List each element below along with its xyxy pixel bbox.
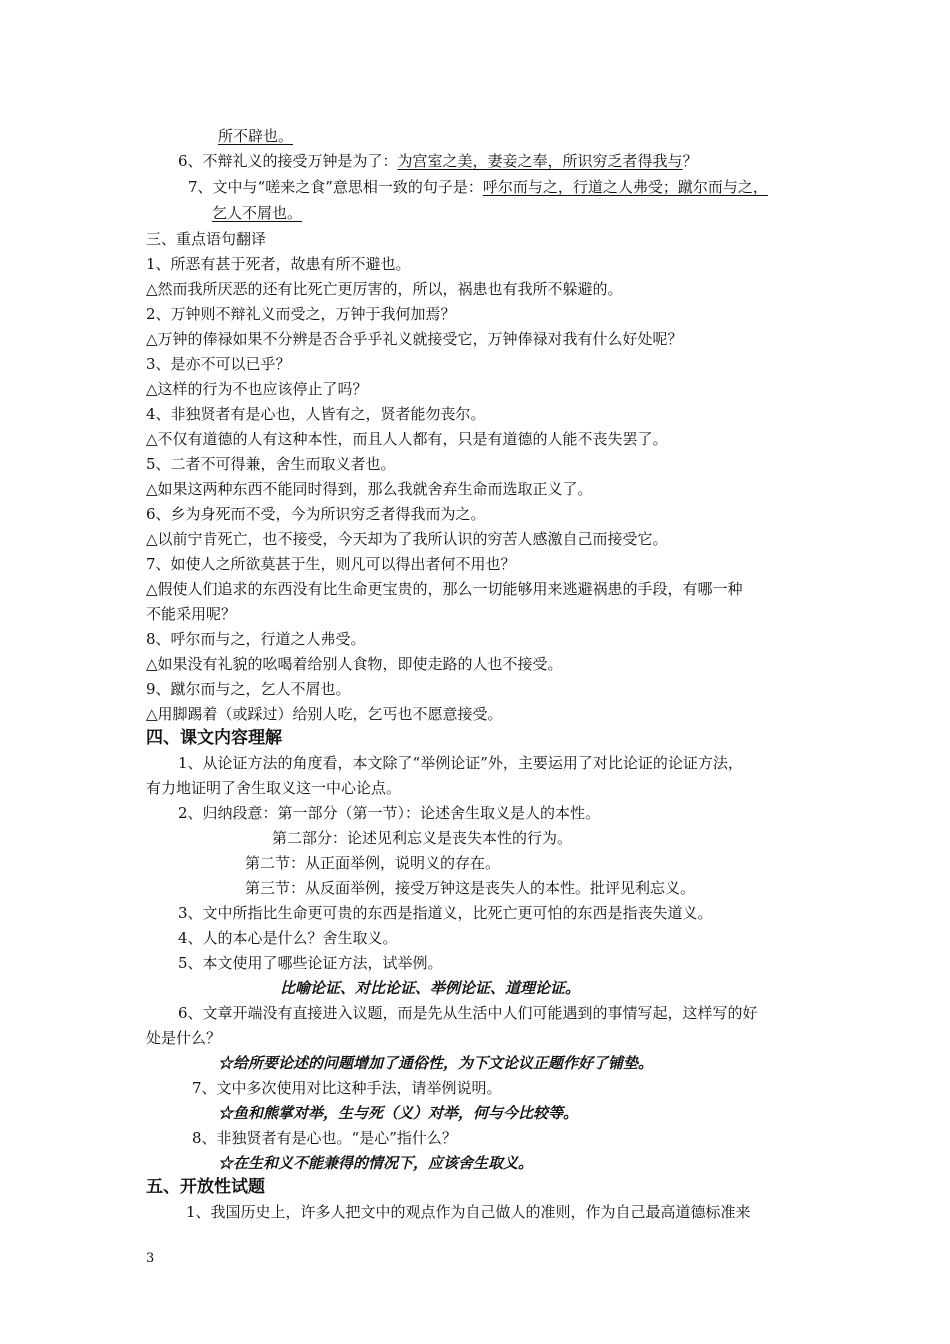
section-two-summary: 第二节：从正面举例，说明义的存在。 bbox=[245, 854, 501, 872]
sentence-line: 2、万钟则不辩礼义而受之，万钟于我何加焉？ bbox=[146, 305, 456, 323]
question-3: 3、文中所指比生命更可贵的东西是指道义，比死亡更可怕的东西是指丧失道义。 bbox=[178, 904, 713, 922]
answer-6: ☆给所要论述的问题增加了通俗性，为下文论议正题作好了铺垫。 bbox=[218, 1054, 654, 1072]
question-7 bbox=[188, 176, 768, 198]
translation-line: △这样的行为不也应该停止了吗？ bbox=[146, 380, 368, 398]
question-6 bbox=[178, 150, 698, 172]
section-3-heading: 三、重点语句翻译 bbox=[146, 230, 267, 248]
question-8: 8、非独贤者有是心也。“是心”指什么？ bbox=[192, 1129, 457, 1147]
sentence-line: 7、如使人之所欲莫甚于生，则凡可以得出者何不用也？ bbox=[146, 555, 516, 573]
part-two-summary: 第二部分：论述见利忘义是丧失本性的行为。 bbox=[272, 829, 573, 847]
question-6-continued: 处是什么？ bbox=[146, 1029, 222, 1047]
translation-line: △不仅有道德的人有这种本性，而且人人都有，只是有道德的人能不丧失罢了。 bbox=[146, 430, 668, 448]
answer-8: ☆在生和义不能兼得的情况下，应该舍生取义。 bbox=[218, 1154, 534, 1172]
sentence-line: 8、呼尔而与之，行道之人弗受。 bbox=[146, 630, 366, 648]
translation-line: △假使人们追求的东西没有比生命更宝贵的，那么一切能够用来逃避祸患的手段，有哪一种 bbox=[146, 580, 743, 598]
answer-5: 比喻论证、对比论证、举例论证、道理论证。 bbox=[280, 979, 581, 997]
question-1: 1、从论证方法的角度看，本文除了“举例论证”外，主要运用了对比论证的论证方法， bbox=[178, 754, 743, 772]
translation-line-continued: 不能采用呢？ bbox=[146, 605, 237, 623]
sentence-line: 9、蹴尔而与之，乞人不屑也。 bbox=[146, 680, 351, 698]
question-6: 6、文章开端没有直接进入议题，而是先从生活中人们可能遇到的事情写起，这样写的好 bbox=[178, 1004, 758, 1022]
sentence-line: 1、所恶有甚于死者，故患有所不避也。 bbox=[146, 255, 411, 273]
answer-text: 所不辟也。 bbox=[218, 127, 294, 145]
translation-line: △然而我所厌恶的还有比死亡更厉害的，所以，祸患也有我所不躲避的。 bbox=[146, 280, 623, 298]
continuation-line bbox=[218, 125, 293, 147]
sentence-line: 3、是亦不可以已乎？ bbox=[146, 355, 291, 373]
page-number: 3 bbox=[146, 1251, 155, 1266]
question-4: 4、人的本心是什么？舍生取义。 bbox=[178, 929, 398, 947]
section-4-heading: 四、课文内容理解 bbox=[146, 728, 282, 748]
question-1-continued: 有力地证明了舍生取义这一中心论点。 bbox=[146, 779, 402, 797]
translation-line: △用脚踢着（或踩过）给别人吃，乞丐也不愿意接受。 bbox=[146, 705, 503, 723]
question-text: 7、文中与“嗟来之食”意思相一致的句子是： bbox=[188, 178, 483, 196]
translation-line: △如果没有礼貌的吆喝着给别人食物，即使走路的人也不接受。 bbox=[146, 655, 563, 673]
section-three-summary: 第三节：从反面举例，接受万钟这是丧失人的本性。批评见利忘义。 bbox=[245, 879, 696, 897]
question-7: 7、文中多次使用对比这种手法，请举例说明。 bbox=[192, 1079, 502, 1097]
translation-line: △如果这两种东西不能同时得到，那么我就舍弃生命而选取正义了。 bbox=[146, 480, 593, 498]
answer-text: 为宫室之美，妻妾之奉，所识穷乏者得我与 bbox=[397, 152, 683, 170]
question-7-continued bbox=[212, 202, 302, 224]
question-2: 2、归纳段意：第一部分（第一节）：论述舍生取义是人的本性。 bbox=[178, 804, 601, 822]
sentence-line: 6、乡为身死而不受，今为所识穷乏者得我而为之。 bbox=[146, 505, 486, 523]
section-5-heading: 五、开放性试题 bbox=[146, 1177, 265, 1197]
translation-line: △以前宁肯死亡，也不接受，今天却为了我所认识的穷苦人感激自己而接受它。 bbox=[146, 530, 668, 548]
sentence-line: 5、二者不可得兼，舍生而取义者也。 bbox=[146, 455, 396, 473]
answer-text: 乞人不屑也。 bbox=[212, 204, 303, 222]
answer-text: 呼尔而与之，行道之人弗受；蹴尔而与之， bbox=[482, 178, 768, 196]
sentence-line: 4、非独贤者有是心也，人皆有之，贤者能勿丧尔。 bbox=[146, 405, 486, 423]
question-1: 1、我国历史上，许多人把文中的观点作为自己做人的准则，作为自己最高道德标准来 bbox=[186, 1203, 751, 1221]
question-5: 5、本文使用了哪些论证方法，试举例。 bbox=[178, 954, 443, 972]
translation-line: △万钟的俸禄如果不分辨是否合乎乎礼义就接受它，万钟俸禄对我有什么好处呢？ bbox=[146, 330, 683, 348]
question-mark: ？ bbox=[682, 152, 698, 170]
question-text: 6、不辩礼义的接受万钟是为了： bbox=[178, 152, 398, 170]
answer-7: ☆鱼和熊掌对举，生与死（义）对举，何与今比较等。 bbox=[218, 1104, 579, 1122]
